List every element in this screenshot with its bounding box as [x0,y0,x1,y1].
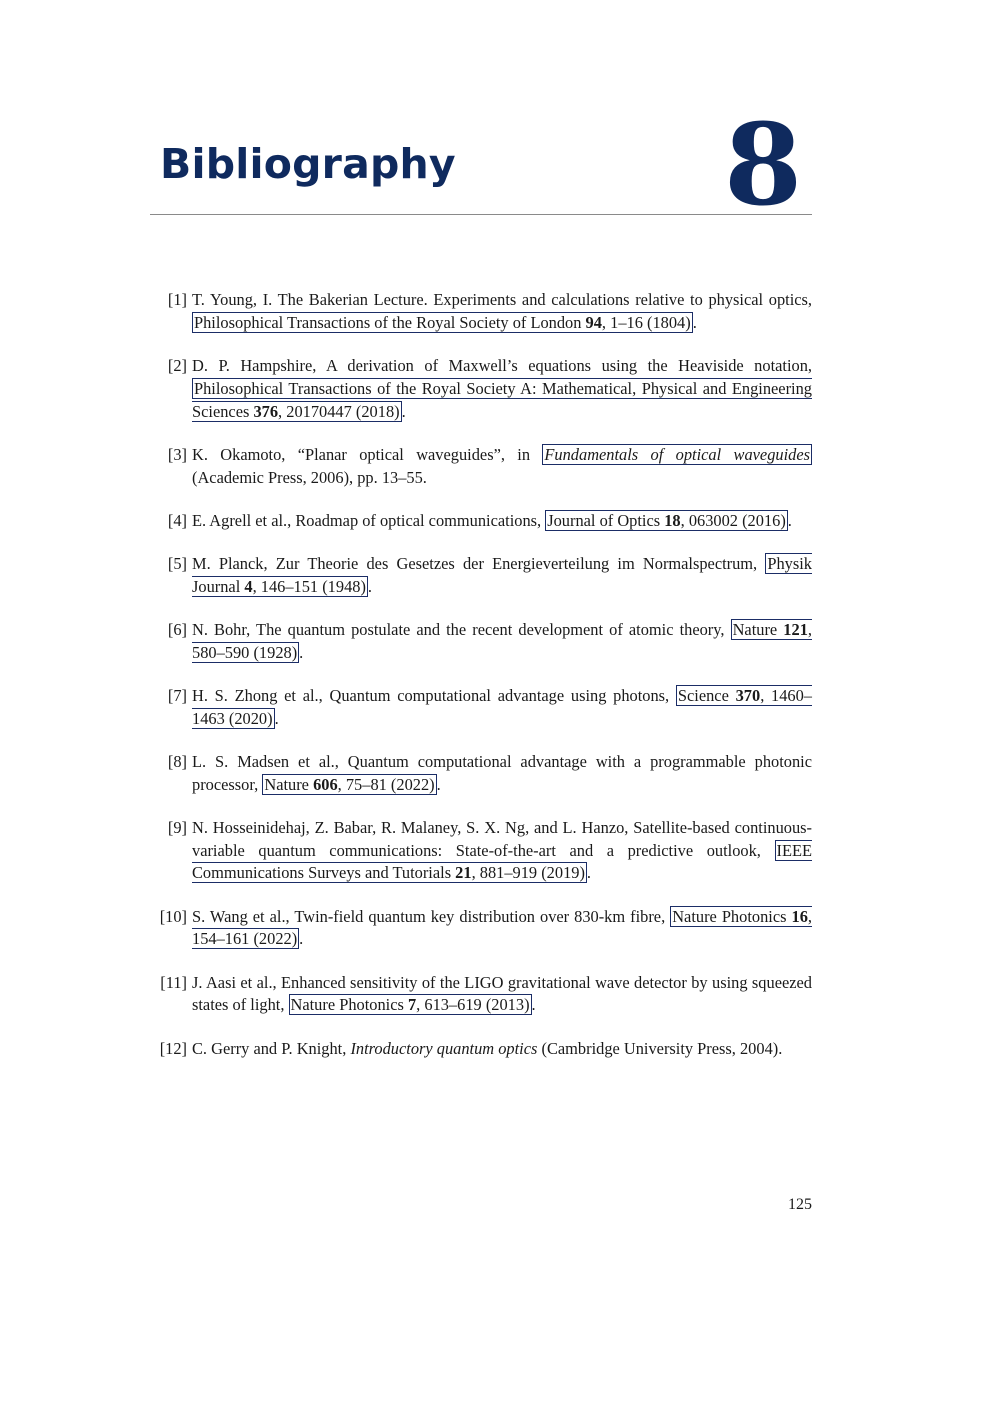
bib-journal: Nature [264,774,314,794]
bib-volume: 7 [407,995,417,1015]
bib-entry-number: [10] [159,906,187,926]
bib-volume: 16 [791,906,808,926]
chapter-header [150,100,812,231]
bib-journal: Philosophical Transactions of the Royal Society of London [194,312,586,332]
bib-pages-year: , 613–619 (2013) [416,995,530,1015]
bib-source-link[interactable] [542,444,812,465]
bib-pages-year: , 1460–1463 (2020) [192,685,812,728]
bib-entry [150,1038,812,1061]
bib-pages-year: , 1–16 (1804) [601,312,691,332]
bib-end-punct: . [531,995,536,1015]
bib-source-link[interactable] [192,312,693,333]
bibliography-list [150,289,812,1081]
bib-pages-year: , 146–151 (1948) [252,576,366,596]
bib-end-punct: . [274,708,279,728]
bib-volume: 21 [455,863,472,883]
bib-entry-number: [5] [167,553,187,573]
bib-end-punct: . [692,312,697,332]
bib-entry [150,553,812,599]
bib-volume: 370 [735,685,761,705]
bib-entry-number: [11] [160,972,187,992]
bib-entry [150,972,812,1018]
bib-journal: Science [677,685,736,705]
bib-entry [150,444,812,490]
bib-journal: Nature Photonics [672,906,792,926]
bib-volume: 18 [664,510,681,530]
bib-entry-text: L. S. Madsen et al., Quantum computational advantage with a programmable photonic processor, [192,751,812,794]
bib-entry-text: N. Hosseinidehaj, Z. Babar, R. Malaney, S. X. Ng, and L. Hanzo, Satellite-based continuous-variable quantum communications: State-of-the-art and a predictive outlook, [192,817,812,860]
bib-volume: 94 [585,312,602,332]
bib-entry-number: [7] [167,685,187,705]
bib-journal: IEEE Communications Surveys and Tutorials [192,840,812,883]
bib-publisher: (Academic Press, 2006), pp. 13–55. [192,467,427,487]
bib-entry-number: [6] [167,619,187,639]
bib-entry [150,685,812,731]
bib-end-punct: . [367,576,373,596]
bib-entry-number: [9] [167,817,187,837]
bib-volume: 606 [313,774,338,794]
bib-pages-year: , 20170447 (2018) [278,401,400,421]
bib-entry-text: C. Gerry and P. Knight, [192,1038,351,1058]
bib-end-punct: . [586,863,592,883]
bib-source-link[interactable] [545,510,788,531]
bib-journal: Journal of Optics [547,510,665,530]
bib-journal: Nature [732,619,784,639]
bib-entry-number: [8] [167,751,187,771]
bib-entry [150,906,812,952]
bib-entry-number: [2] [167,355,187,375]
bib-entry-text: S. Wang et al., Twin-field quantum key distribution over 830-km fibre, [192,906,671,926]
bib-entry-text: E. Agrell et al., Roadmap of optical communications, [192,510,546,530]
bib-entry-text: D. P. Hampshire, A derivation of Maxwell’s equations using the Heaviside notation, [192,355,812,375]
bib-entry-text: J. Aasi et al., Enhanced sensitivity of the LIGO gravitational wave detector by using squeezed states of light, [192,972,812,1015]
bib-entry [150,510,812,533]
bib-entry-text: H. S. Zhong et al., Quantum computational advantage using photons, [192,685,676,705]
bib-entry [150,355,812,423]
bib-end-punct: . [401,401,406,421]
bib-entry-text: T. Young, I. The Bakerian Lecture. Experiments and calculations relative to physical optics, [192,290,812,309]
bib-journal: Nature Photonics [290,995,408,1015]
bib-pages-year: , 75–81 (2022) [337,774,435,794]
bib-entry [150,289,812,335]
bib-pages-year: , 154–161 (2022) [192,906,812,949]
bib-volume: 376 [253,401,279,421]
bib-pages-year: , 063002 (2016) [680,510,786,530]
chapter-number: 8 [724,100,802,231]
bib-volume: 4 [244,576,253,596]
bib-journal: Philosophical Transactions of the Royal Society A: Mathematical, Physical and Engineering Sciences [192,378,812,421]
bib-pages-year: , 881–919 (2019) [471,863,585,883]
bib-source-link[interactable] [289,994,532,1015]
bib-pages-year: , 580–590 (1928) [192,619,812,662]
bib-end-punct: . [299,642,304,662]
chapter-title: Bibliography [160,140,456,188]
bib-entry [150,817,812,885]
bib-entry-number: [3] [167,444,187,464]
bib-end-punct: . [299,929,304,949]
bib-end-punct: . [787,510,792,530]
bib-book-title: Introductory quantum optics [350,1038,538,1058]
page-number: 125 [788,1196,812,1213]
bib-end-punct: . [436,774,441,794]
bib-publisher: (Cambridge University Press, 2004). [537,1038,783,1058]
bib-source-link[interactable] [192,378,812,422]
bib-book-title: Fundamentals of optical waveguides [544,444,810,464]
bib-entry-text: K. Okamoto, “Planar optical waveguides”, in [192,444,543,464]
bib-entry-number: [12] [159,1038,187,1058]
bib-entry-number: [1] [167,290,187,309]
bib-entry-number: [4] [167,510,187,530]
bib-journal: Physik Journal [192,553,812,596]
bib-entry [150,619,812,665]
bib-entry [150,751,812,797]
bib-entry-text: N. Bohr, The quantum postulate and the recent development of atomic theory, [192,619,731,639]
bib-source-link[interactable] [262,774,436,795]
bib-entry-text: M. Planck, Zur Theorie des Gesetzes der Energieverteilung im Normalspectrum, [192,553,766,573]
bib-volume: 121 [783,619,808,639]
